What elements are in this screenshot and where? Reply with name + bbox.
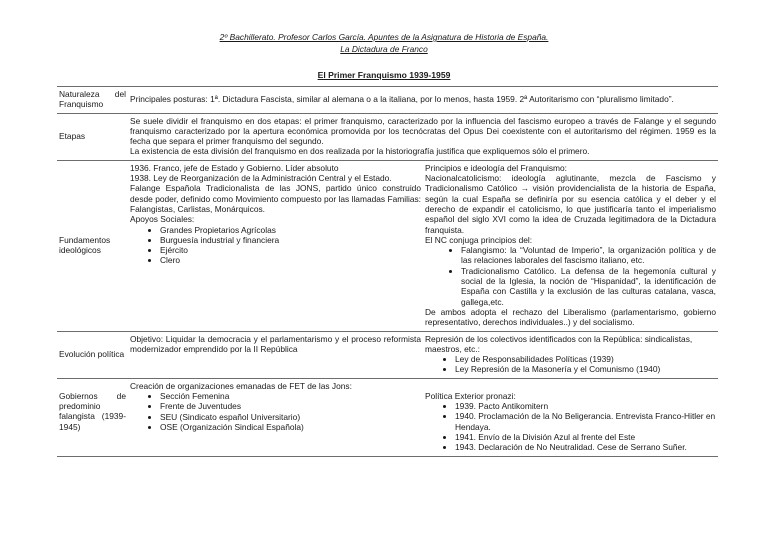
list-item: • Ley de Responsabilidades Políticas (1939) xyxy=(455,354,716,364)
header-line-2: La Dictadura de Franco xyxy=(340,44,428,54)
row-fundamentos xyxy=(57,160,718,331)
politica-exterior-list xyxy=(425,401,716,452)
fundamentos-left-line-2: 1938. Ley de Reorganización de la Administración Central y el Estado. xyxy=(130,173,392,184)
list-item: • 1940. Proclamación de la No Beligerancia. Entrevista Franco-Hitler en Hendaya. xyxy=(455,411,716,432)
apoyos-list xyxy=(130,225,421,266)
list-item: • 1939. Pacto Antikomitern xyxy=(455,401,716,411)
label-naturaleza: Naturaleza del Franquismo xyxy=(59,89,126,110)
gobiernos-left xyxy=(128,378,423,456)
fundamentos-left xyxy=(128,160,423,331)
list-item: • Burguesía industrial y financiera xyxy=(160,235,421,245)
row-etapas xyxy=(57,113,718,160)
list-item: • Tradicionalismo Católico. La defensa de la hegemonía cultural y social de la Iglesia, la noción de “Hispanidad”, la identificación de España con Castilla y la exclusión de las culturas catalana, vasca, gallega,etc. xyxy=(461,266,716,307)
label-gobiernos: Gobiernos de predominio falangista (1939-1945) xyxy=(59,390,126,432)
list-item: • Sección Femenina xyxy=(160,391,421,401)
label-fundamentos: Fundamentos ideológicos xyxy=(59,234,111,256)
gobiernos-left-line-1: Creación de organizaciones emanadas de FET de las Jons: xyxy=(130,380,352,391)
row-naturaleza xyxy=(57,87,718,114)
list-item: • Ejército xyxy=(160,245,421,255)
list-item: • Ley Represión de la Masonería y el Comunismo (1940) xyxy=(455,364,716,374)
evolucion-right xyxy=(423,331,718,378)
fundamentos-right-line-1: Principios e ideología del Franquismo: xyxy=(425,162,567,173)
document-title: El Primer Franquismo 1939-1959 xyxy=(317,70,451,80)
fundamentos-left-line-4: Apoyos Sociales: xyxy=(130,214,195,225)
fundamentos-right-line-4: De ambos adopta el rechazo del Liberalismo (parlamentarismo, gobierno representativo, derechos individuales..) y del socialismo. xyxy=(425,306,716,328)
text-naturaleza: Principales posturas: 1ª. Dictadura Fascista, similar al alemana o a la italiana, por lo menos, hasta 1959. 2ª Autoritarismo con “pluralismo limitado”. xyxy=(130,94,674,104)
fundamentos-left-line-3: Falange Española Tradicionalista de las JONS, partido único construido desde poder, definido como Movimiento compuesto por las llamadas Familias: Falangistas, Carlistas, Monárquicos. xyxy=(130,183,421,214)
list-item: • OSE (Organización Sindical Española) xyxy=(160,422,421,432)
label-evolucion: Evolución política xyxy=(59,348,125,359)
fundamentos-right-line-3: El NC conjuga principios del: xyxy=(425,234,533,245)
fundamentos-right-line-2: Nacionalcatolicismo: ideología aglutinante, mezcla de Fascismo y Tradicionalismo Católico → visión providencialista de la historia de España, según la cual España se definiría por su esencia católica y el deber y el derecho de expandir el catolicismo, lo que justificaría tanto el imperialismo español del siglo XVI como la idea de Cruzada legitimadora de la Dictadura franquista. xyxy=(425,173,716,235)
represion-list xyxy=(425,354,716,375)
list-item: • 1941. Envío de la División Azul al frente del Este xyxy=(455,432,716,442)
evolucion-left: Objetivo: Liquidar la democracia y el parlamentarismo y el proceso reformista modernizador emprendido por la II República xyxy=(130,333,421,354)
etapas-paragraph-1: Se suele dividir el franquismo en dos etapas: el primer franquismo, caracterizado por la influencia del fascismo europeo a través de Falange y el segundo franquismo caracterizado por la apertura económica promovida por los tecnócratas del Opus Dei coexistente con el autoritarismo del régimen. 1959 es la fecha que separa el primer franquismo del segundo. xyxy=(130,115,716,147)
list-item: • Clero xyxy=(160,255,421,265)
row-evolucion xyxy=(57,331,718,378)
list-item: • Grandes Propietarios Agrícolas xyxy=(160,225,421,235)
header-line-1: 2º Bachillerato. Profesor Carlos García. Apuntes de la Asignatura de Historia de España. xyxy=(219,32,549,42)
list-item: • Frente de Juventudes xyxy=(160,401,421,411)
evolucion-right-line-1: Represión de los colectivos identificados con la República: sindicalistas, maestros, etc.: xyxy=(425,333,693,354)
content-table xyxy=(57,86,718,457)
etapas-paragraph-2: La existencia de esta división del franquismo en dos realizada por la historiografía justifica que expliquemos sólo el primero. xyxy=(130,146,590,157)
label-etapas: Etapas xyxy=(59,131,86,142)
text-etapas xyxy=(128,113,718,160)
organizaciones-list xyxy=(130,391,421,432)
fundamentos-right xyxy=(423,160,718,331)
gobiernos-right-line-1: Política Exterior pronazi: xyxy=(425,390,516,401)
list-item: • 1943. Declaración de No Neutralidad. Cese de Serrano Suñer. xyxy=(455,442,716,452)
principios-list xyxy=(425,245,716,307)
list-item: • SEU (Sindicato español Universitario) xyxy=(160,412,421,422)
fundamentos-left-line-1: 1936. Franco, jefe de Estado y Gobierno. Líder absoluto xyxy=(130,162,339,173)
gobiernos-right xyxy=(423,378,718,456)
row-gobiernos xyxy=(57,378,718,456)
list-item: • Falangismo: la “Voluntad de Imperio”, la organización política y de las relaciones laborales del fascismo italiano, etc. xyxy=(461,245,716,266)
